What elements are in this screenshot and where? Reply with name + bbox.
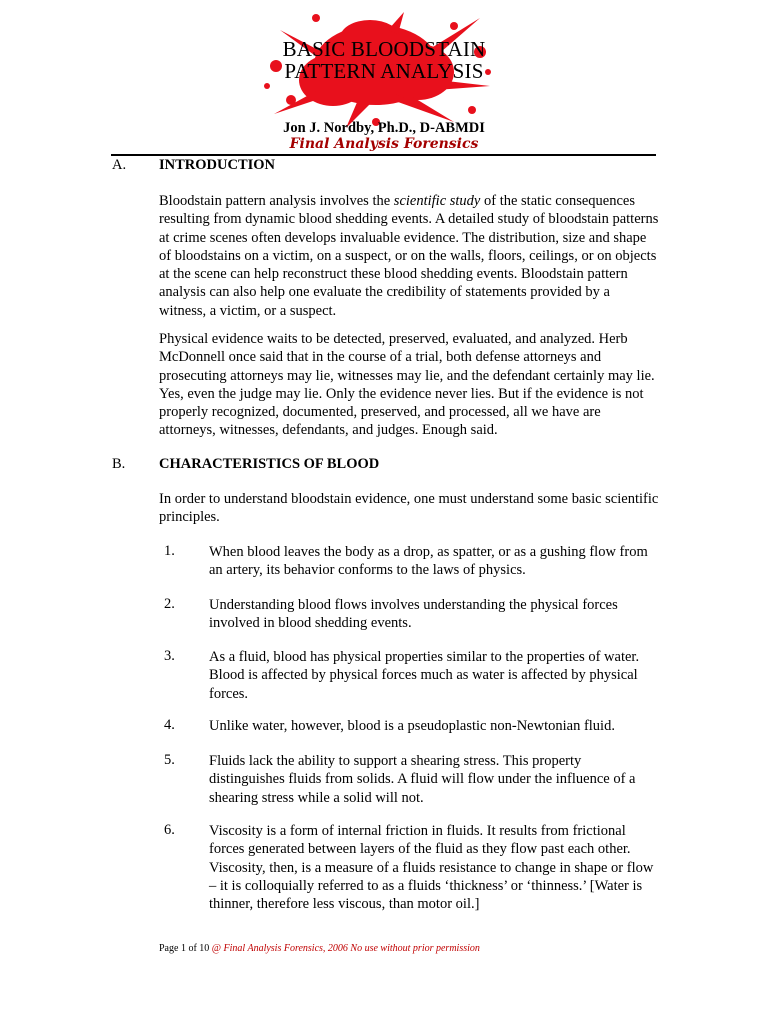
intro-p1-italic: scientific study xyxy=(393,193,481,209)
list-item-number: 5. xyxy=(164,752,175,768)
list-item-number: 2. xyxy=(164,596,175,612)
list-item: Unlike water, however, blood is a pseudoplastic non-Newtonian fluid. xyxy=(209,718,615,734)
section-a-heading: INTRODUCTION xyxy=(159,157,276,173)
header-rule xyxy=(111,154,656,156)
list-item-number: 4. xyxy=(164,717,175,733)
list-item-number: 1. xyxy=(164,543,175,559)
list-item-number: 6. xyxy=(164,822,175,838)
list-item: When blood leaves the body as a drop, as spatter, or as a gushing flow from an artery, its behavior conforms to the laws of physics. xyxy=(209,544,648,579)
list-item: Viscosity is a form of internal friction in fluids. It results from frictional forces generated between layers of the fluid as they flow past each other. Viscosity, then, is a measure of a fluids resistance to change in shape or flow – it is colloquially referred to as a fluids ‘thickness’ or ‘thinness.’ [Water is thinner, therefore less viscous, than motor oil.] xyxy=(209,823,654,913)
list-item-number: 3. xyxy=(164,648,175,664)
intro-paragraph-1 xyxy=(159,192,659,320)
intro-p1-before: Bloodstain pattern analysis involves the xyxy=(159,193,394,209)
document-title-line-1: BASIC BLOODSTAIN xyxy=(282,37,486,61)
page-footer xyxy=(159,943,480,954)
intro-paragraph-2: Physical evidence waits to be detected, preserved, evaluated, and analyzed. Herb McDonnell once said that in the course of a trial, both defense attorneys and prosecuting attorneys may lie, witnesses may lie, and the defendant certainly may lie. Yes, even the judge may lie. Only the evidence never lies. But if the evidence is not properly recognized, documented, preserved, and processed, all we have are attorneys, witnesses, defendants, and judges. Enough said. xyxy=(159,331,655,439)
copyright-notice: @ Final Analysis Forensics, 2006 No use without prior permission xyxy=(209,943,480,954)
firm-name: Final Analysis Forensics xyxy=(289,136,479,152)
page-number: Page 1 of 10 xyxy=(159,943,210,954)
section-a-letter: A. xyxy=(112,157,127,173)
author-name: Jon J. Nordby, Ph.D., D-ABMDI xyxy=(283,120,485,136)
document-title-line-2: PATTERN ANALYSIS xyxy=(284,59,484,83)
section-b-letter: B. xyxy=(112,456,126,472)
section-b-intro: In order to understand bloodstain evidence, one must understand some basic scientific principles. xyxy=(159,491,659,526)
list-item: Understanding blood flows involves understanding the physical forces involved in blood shedding events. xyxy=(209,597,618,632)
list-item: As a fluid, blood has physical properties similar to the properties of water. Blood is affected by physical forces much as water is affected by physical forces. xyxy=(209,649,640,702)
intro-p1-after: of the static consequences resulting from dynamic blood shedding events. A detailed study of bloodstain patterns at crime scenes often develops invaluable evidence. The distribution, size and shape of bloodstains on a victim, on a suspect, or on the walls, floors, ceilings, or on objects at the scene can help reconstruct these blood shedding events. Bloodstain pattern analysis can also help one evaluate the credibility of statements provided by a witness, a victim, or a suspect. xyxy=(159,193,659,319)
section-b-heading: CHARACTERISTICS OF BLOOD xyxy=(159,456,380,472)
list-item: Fluids lack the ability to support a shearing stress. This property distinguishes fluids from solids. A fluid will flow under the influence of a shearing stress while a solid will not. xyxy=(209,753,636,806)
